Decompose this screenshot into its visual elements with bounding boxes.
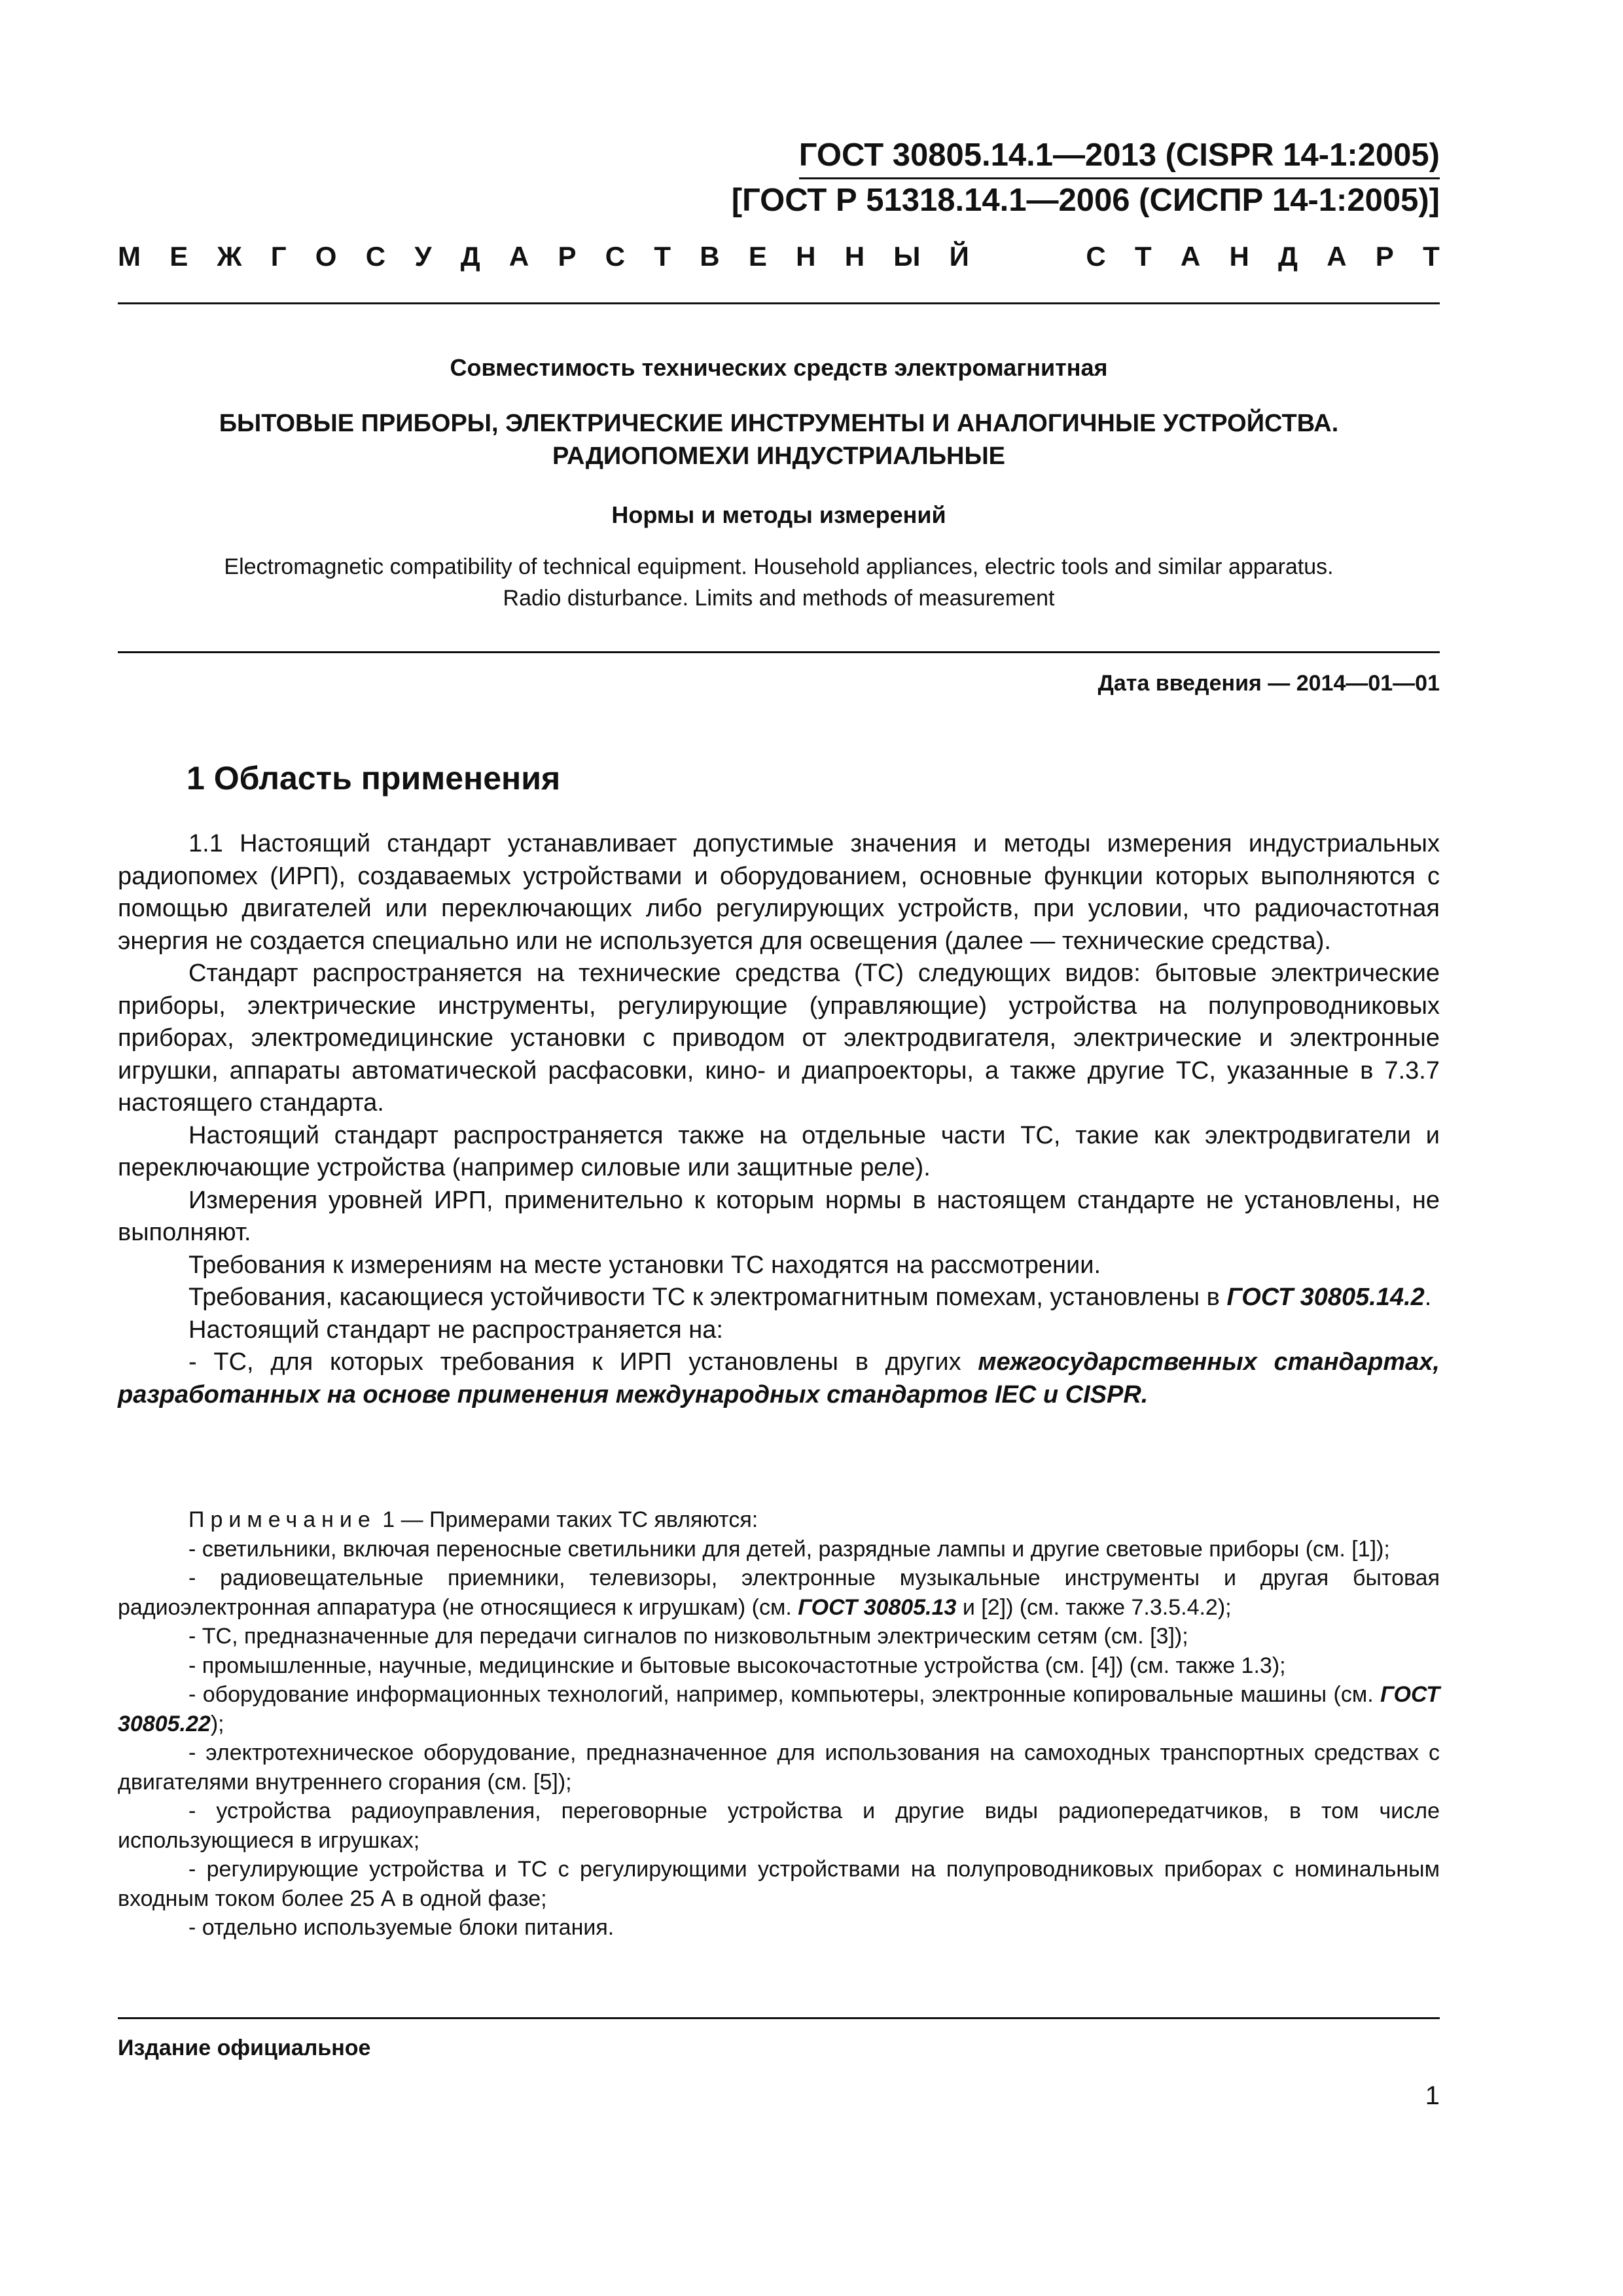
list-item-exclusion-text: - ТС, для которых требования к ИРП установлены в других (188, 1348, 978, 1376)
note-block (118, 1505, 1440, 1943)
title-main-line-1: БЫТОВЫЕ ПРИБОРЫ, ЭЛЕКТРИЧЕСКИЕ ИНСТРУМЕНТЫ И АНАЛОГИЧНЫЕ УСТРОЙСТВА. (219, 410, 1339, 437)
divider-top (118, 302, 1440, 304)
note-item: - промышленные, научные, медицинские и бытовые высокочастотные устройства (см. [4]) (см. также 1.3); (188, 1653, 1286, 1678)
paragraph-1-1: 1.1 Настоящий стандарт устанавливает допустимые значения и методы измерения индустриальных радиопомех (ИРП), создаваемых устройствами и оборудованием, основные функции которых выполняются с помощью двигателей или переключающих либо регулирующих устройств, при условии, что радиочастотная энергия не создается специально или не используется для освещения (далее — технические средства). (118, 830, 1440, 955)
interstate-word-1-letter: С (605, 241, 626, 272)
list-item-exclusion (118, 1346, 1440, 1411)
divider-bottom (118, 2017, 1440, 2019)
word-gap (998, 241, 1057, 272)
note-item-text: - радиовещательные приемники, телевизоры, электронные музыкальные инструменты и другая бытовая радиоэлектронная аппаратура (не относящиеся к игрушкам) (см. (118, 1566, 1440, 1620)
interstate-word-1-letter: Р (558, 241, 577, 272)
note-label: Примечание (188, 1507, 376, 1532)
interstate-standard-heading (118, 241, 1440, 272)
paragraph-scope-parts: Настоящий стандарт распространяется также на отдельные части ТС, такие как электродвигатели и переключающие устройства (например силовые или защитные реле). (118, 1121, 1440, 1181)
edition-label: Издание официальное (118, 2036, 371, 2060)
document-page (118, 0, 1440, 2296)
paragraph-scope-types: Стандарт распространяется на технические средства (ТС) следующих видов: бытовые электрические приборы, электрические инструменты, регулирующие (управляющие) устройства на полупроводниковых приборах, электромедицинские установки с приводом от электродвигателя, электрические и электронные игрушки, аппараты автоматической расфасовки, кино- и диапроекторы, а также другие ТС, указанные в 7.3.7 настоящего стандарта. (118, 960, 1440, 1117)
paragraph-immunity-end: . (1424, 1283, 1432, 1311)
interstate-word-2-letter: Д (1278, 241, 1298, 272)
divider-title (118, 651, 1440, 653)
interstate-word-2-letter: А (1327, 241, 1347, 272)
interstate-word-1-letter: Г (270, 241, 287, 272)
reference-gost-30805-13: ГОСТ 30805.13 (798, 1594, 957, 1620)
note-heading (118, 1505, 1440, 1535)
interstate-word-2-letter: С (1086, 241, 1106, 272)
paragraph-exclusions: Настоящий стандарт не распространяется на: (188, 1316, 723, 1344)
interstate-word-2-letter: Н (1229, 241, 1249, 272)
interstate-word-1-letter: М (118, 241, 141, 272)
reference-interstate-standards: межгосударственных стандартах, разработанных на основе применения международных стандартов IEC и CISPR. (118, 1348, 1440, 1408)
title-english (118, 551, 1440, 614)
note-item: - регулирующие устройства и ТС с регулирующими устройствами на полупроводниковых приборах с номинальным входным током более 25 А в одной фазе; (118, 1857, 1440, 1911)
interstate-word-1-letter: О (315, 241, 337, 272)
paragraph-no-limits: Измерения уровней ИРП, применительно к которым нормы в настоящем стандарте не установлены, не выполняют. (118, 1186, 1440, 1246)
interstate-word-2-letter: А (1180, 241, 1201, 272)
interstate-word-1-letter: Е (169, 241, 188, 272)
interstate-word-1-letter: В (700, 241, 720, 272)
note-heading-text: 1 — Примерами таких ТС являются: (376, 1507, 758, 1532)
interstate-word-1-letter: Ж (217, 241, 242, 272)
interstate-word-1-letter: С (365, 241, 386, 272)
title-english-line-1: Electromagnetic compatibility of technical equipment. Household appliances, electric tools and similar apparatus. (224, 554, 1334, 579)
paragraph-immunity-text: Требования, касающиеся устойчивости ТС к электромагнитным помехам, установлены в (188, 1283, 1227, 1311)
reference-gost-30805-22: ГОСТ 30805.22 (118, 1682, 1440, 1736)
page-number: 1 (1425, 2081, 1440, 2110)
interstate-word-1-letter: Н (796, 241, 816, 272)
title-main-line-2: РАДИОПОМЕХИ ИНДУСТРИАЛЬНЫЕ (552, 442, 1006, 470)
section-body (118, 828, 1440, 1411)
note-item: - электротехническое оборудование, предназначенное для использования на самоходных транспортных средствах с двигателями внутреннего сгорания (см. [5]); (118, 1740, 1440, 1795)
interstate-word-1-letter: Е (748, 241, 767, 272)
interstate-word-2-letter: Т (1134, 241, 1152, 272)
interstate-word-1-letter: Ы (893, 241, 921, 272)
interstate-word-1-letter: Н (844, 241, 865, 272)
interstate-word-1-letter: У (414, 241, 432, 272)
title-subject: Совместимость технических средств электромагнитная (450, 354, 1108, 381)
interstate-word-1-letter: Д (460, 241, 480, 272)
reference-gost-30805-14-2: ГОСТ 30805.14.2 (1226, 1283, 1425, 1311)
note-item-text: - оборудование информационных технологий, например, компьютеры, электронные копировальные машины (см. (188, 1682, 1381, 1707)
date-of-introduction: Дата введения — 2014—01—01 (1097, 671, 1440, 696)
paragraph-in-situ: Требования к измерениям на месте установки ТС находятся на рассмотрении. (188, 1251, 1101, 1279)
note-item: - светильники, включая переносные светильники для детей, разрядные лампы и другие световые приборы (см. [1]); (188, 1536, 1390, 1562)
note-item: - ТС, предназначенные для передачи сигналов по низковольтным электрическим сетям (см. [3]); (188, 1624, 1188, 1649)
interstate-word-2-letter: Т (1423, 241, 1440, 272)
standard-codes (732, 134, 1440, 221)
interstate-word-1-letter: Т (654, 241, 671, 272)
interstate-word-1-letter: Й (949, 241, 969, 272)
interstate-word-2-letter: Р (1375, 241, 1394, 272)
note-item: - устройства радиоуправления, переговорные устройства и другие виды радиопередатчиков, в том числе использующиеся в игрушках; (118, 1799, 1440, 1853)
title-main (118, 407, 1440, 473)
section-heading: 1 Область применения (187, 760, 561, 797)
standard-code-secondary: [ГОСТ Р 51318.14.1—2006 (СИСПР 14-1:2005)] (731, 183, 1440, 218)
note-item (118, 1680, 1440, 1738)
note-item-text-end: и [2]) (см. также 7.3.5.4.2); (956, 1594, 1232, 1620)
title-norms: Нормы и методы измерений (611, 501, 946, 528)
title-english-line-2: Radio disturbance. Limits and methods of measurement (503, 586, 1055, 611)
paragraph-immunity (118, 1282, 1440, 1314)
interstate-word-1-letter: А (508, 241, 529, 272)
note-item (118, 1564, 1440, 1622)
standard-code-primary: ГОСТ 30805.14.1—2013 (CISPR 14-1:2005) (799, 134, 1440, 179)
note-item-text-end: ); (210, 1711, 224, 1736)
note-item: - отдельно используемые блоки питания. (188, 1915, 615, 1940)
